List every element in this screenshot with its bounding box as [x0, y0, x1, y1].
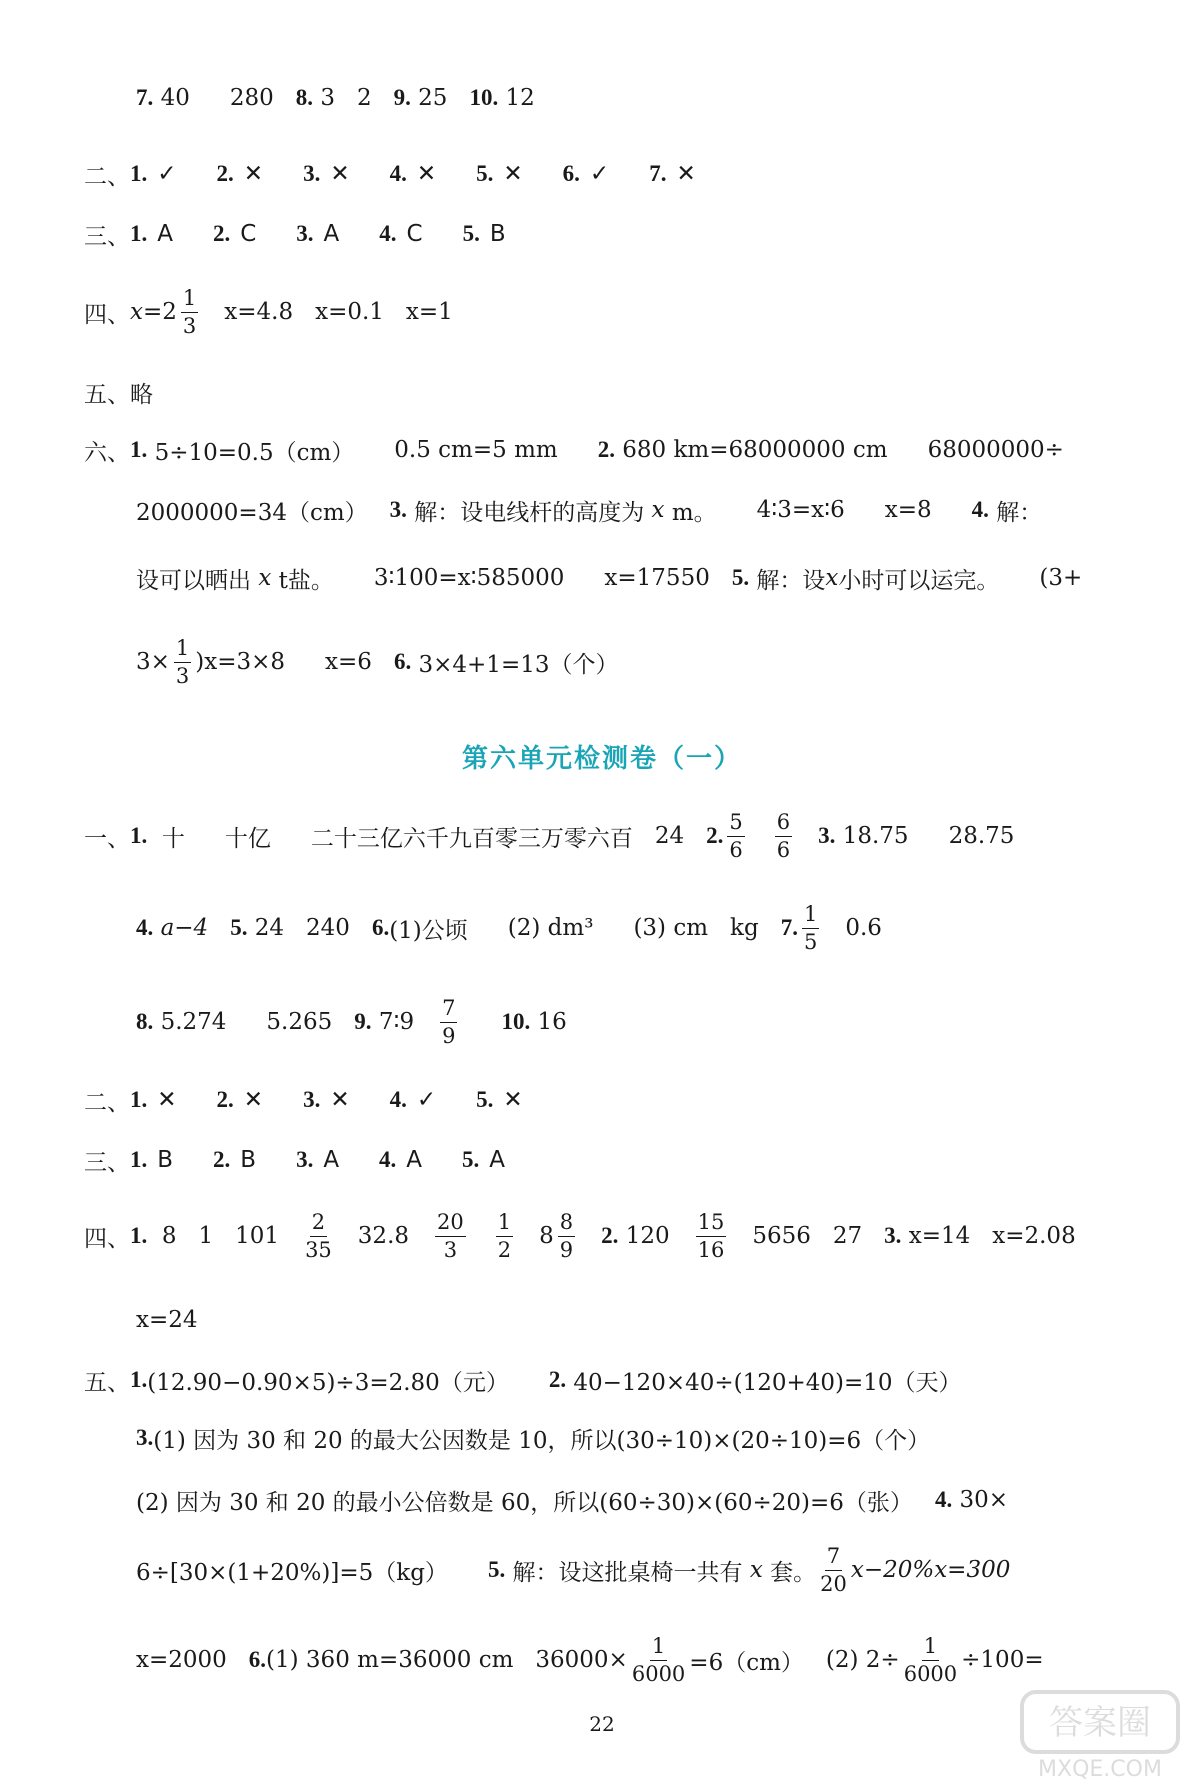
item-number: 9.: [393, 85, 411, 110]
answer-value: C: [240, 221, 257, 247]
answer-value: A: [323, 221, 340, 247]
item-number: 2.: [216, 1087, 234, 1112]
answer-value: 8: [161, 1223, 177, 1249]
item-number: 6.: [371, 915, 390, 940]
fraction: $\frac{2}{35}$: [305, 1209, 332, 1262]
answer-value: 16: [537, 1009, 567, 1035]
answer-line: [0, 1130, 1204, 1190]
answer-value: ✓: [416, 1087, 437, 1113]
item-number: 7.: [649, 161, 667, 186]
answer-line: [0, 1070, 1204, 1130]
item-number: 5.: [476, 1087, 494, 1112]
answer-value: (3) cm: [633, 915, 709, 941]
answer-value: 设可以晒出: [136, 567, 251, 594]
answer-value: 30×: [959, 1487, 1009, 1513]
item-number: 3.: [303, 1087, 321, 1112]
answer-value: 24: [254, 915, 285, 941]
answer-value: B: [157, 1147, 174, 1173]
answer-line: [0, 144, 1204, 204]
item-number: 1.: [130, 1223, 148, 1248]
answer-value: ✕: [503, 161, 523, 187]
answer-value: x=4.8: [224, 299, 294, 325]
fraction: $\frac{1}{2}$: [497, 1209, 512, 1262]
fraction: $\frac{1}{3}$: [175, 635, 190, 688]
fraction: $\frac{20}{3}$: [437, 1209, 464, 1262]
item-number: 2.: [601, 1223, 619, 1248]
answer-value: A: [489, 1147, 506, 1173]
answer-value: x=6: [325, 649, 372, 675]
fraction: $\frac{8}{9}$: [559, 1209, 574, 1262]
variable: x: [130, 299, 143, 325]
item-number: 6.: [248, 1647, 267, 1672]
answer-value: (2) dm³: [507, 915, 594, 941]
answer-value: A: [406, 1147, 423, 1173]
answer-line: [0, 632, 1204, 692]
fraction: $\frac{1}{3}$: [182, 285, 197, 338]
item-number: 3.: [389, 497, 407, 522]
item-number: 2.: [597, 437, 615, 462]
answer-value: 12: [505, 85, 535, 111]
answer-value: ✕: [416, 161, 437, 187]
answer-value: x=1: [405, 299, 453, 325]
answer-value: m。: [671, 499, 717, 526]
item-number: 5.: [731, 565, 750, 590]
item-number: 2.: [706, 823, 724, 848]
item-number: 6.: [393, 649, 412, 674]
item-number: 8.: [136, 1009, 154, 1034]
item-number: 4.: [379, 221, 397, 246]
answer-value: 0.5 cm=5 mm: [394, 437, 558, 463]
item-number: 3.: [136, 1425, 154, 1450]
item-number: 1.: [130, 221, 148, 246]
variable: x: [825, 565, 839, 591]
answer-line: [0, 806, 1204, 866]
item-number: 4.: [934, 1487, 953, 1512]
item-number: 3.: [296, 221, 314, 246]
answer-value: 120: [625, 1223, 670, 1249]
variable: x: [651, 497, 665, 523]
answer-value: ✕: [243, 1087, 264, 1113]
item-number: 2.: [548, 1367, 567, 1392]
answer-value: 5÷10=0.5（cm）: [154, 439, 355, 466]
fraction: $\frac{7}{20}$: [820, 1543, 847, 1596]
answer-value: =2: [142, 299, 177, 325]
item-number: 9.: [354, 1009, 372, 1034]
item-number: 1.: [130, 437, 148, 462]
item-number: 5.: [462, 221, 480, 246]
answer-value: ✕: [330, 1087, 350, 1113]
item-number: 5.: [230, 915, 248, 940]
answer-value: 2000000=34（cm）: [136, 499, 368, 526]
answer-line: [0, 204, 1204, 264]
item-number: 4.: [389, 1087, 407, 1112]
answer-line: [0, 1290, 1204, 1350]
section-lead: 一、: [84, 825, 130, 852]
answer-value: 7∶9: [378, 1009, 415, 1035]
item-number: 2.: [216, 161, 234, 186]
answer-value: 5656: [752, 1223, 811, 1249]
answer-value: 101: [235, 1223, 280, 1249]
answer-line: [0, 992, 1204, 1052]
answer-value: =6（cm）: [689, 1649, 804, 1676]
answer-value: 解：: [996, 499, 1043, 526]
answer-line: [0, 282, 1204, 342]
item-number: 1.: [130, 1147, 148, 1172]
item-number: 4.: [389, 161, 407, 186]
answer-value: 68000000÷: [927, 437, 1064, 463]
answer-value: 解：设: [756, 567, 826, 594]
answer-value: 5.265: [266, 1009, 333, 1035]
answer-value: x=17550: [604, 565, 710, 591]
item-number: 5.: [487, 1557, 506, 1582]
answer-value: 25: [418, 85, 448, 111]
answer-value: )x=3×8: [195, 649, 286, 675]
answer-value: 28.75: [948, 823, 1015, 849]
answer-value: 6÷[30×(1+20%)]=5（kg）: [136, 1559, 448, 1586]
answer-value: a−4: [160, 915, 209, 941]
item-number: 10.: [501, 1009, 531, 1034]
answer-value: 240: [306, 915, 350, 941]
answer-line: [0, 362, 1204, 422]
item-number: 1.: [130, 823, 148, 848]
answer-value: 32.8: [357, 1223, 410, 1249]
variable: x: [258, 565, 272, 591]
answer-value: 4∶3=x∶6: [756, 497, 845, 523]
answer-line: [0, 68, 1204, 128]
item-number: 3.: [296, 1147, 314, 1172]
answer-value: (3+: [1039, 565, 1083, 591]
item-number: 6.: [562, 161, 580, 186]
judgment-list: [130, 1087, 563, 1113]
answer-value: 略: [130, 381, 153, 408]
answer-value: (1) 因为 30 和 20 的最大公因数是 10，所以(30÷10)×(20÷10)=6（个）: [153, 1427, 931, 1454]
answer-value: 5.274: [160, 1009, 227, 1035]
answer-value: kg: [730, 915, 759, 941]
answer-value: 280: [229, 85, 274, 111]
answer-value: 十: [161, 825, 185, 852]
answer-line: [0, 1630, 1204, 1690]
section-lead: 五、: [84, 1369, 130, 1396]
section-lead: 四、: [84, 301, 130, 328]
answer-value: A: [157, 221, 173, 247]
item-number: 1.: [130, 1087, 148, 1112]
answer-value: ✕: [503, 1087, 523, 1113]
svg-text:答案圈: 答案圈: [1049, 1703, 1151, 1743]
section-lead: 六、: [84, 439, 130, 466]
answer-value: 18.75: [842, 823, 909, 849]
fraction: $\frac{7}{9}$: [442, 995, 456, 1048]
answer-value: B: [240, 1147, 257, 1173]
choice-list: [130, 1147, 545, 1173]
fraction: $\frac{15}{16}$: [697, 1209, 725, 1262]
section-lead: 四、: [84, 1225, 130, 1252]
answer-value: x=2000: [136, 1647, 227, 1673]
section-lead: 五、: [84, 381, 130, 408]
answer-value: 解：设电线杆的高度为: [414, 499, 645, 526]
section-title: 第六单元检测卷（一）: [461, 744, 742, 774]
item-number: 2.: [213, 1147, 231, 1172]
fraction: $\frac{1}{5}$: [803, 901, 818, 954]
item-number: 3.: [818, 823, 836, 848]
item-number: 10.: [469, 85, 499, 110]
answer-value: ✕: [676, 161, 696, 187]
page-number: 22: [589, 1712, 615, 1736]
section-lead: 二、: [84, 1089, 130, 1116]
answer-value: A: [323, 1147, 340, 1173]
answer-value: x=14: [908, 1223, 971, 1249]
answer-value: (12.90−0.90×5)÷3=2.80（元）: [147, 1369, 509, 1396]
answer-value: x=8: [884, 497, 932, 523]
answer-value: ✕: [243, 161, 264, 187]
answer-value: (2) 因为 30 和 20 的最小公倍数是 60，所以(60÷30)×(60÷20)=6（张）: [136, 1489, 913, 1516]
answer-line: [0, 1408, 1204, 1468]
item-number: 8.: [295, 85, 313, 110]
judgment-list: [130, 161, 736, 187]
fraction: $\frac{5}{6}$: [729, 809, 743, 862]
svg-text:MXQE.COM: MXQE.COM: [1038, 1757, 1162, 1782]
item-number: 5.: [462, 1147, 480, 1172]
answer-value: 27: [832, 1223, 863, 1249]
item-number: 4.: [379, 1147, 397, 1172]
answer-value: 套。: [770, 1559, 817, 1586]
section-lead: 三、: [84, 1149, 130, 1176]
answer-line: [0, 420, 1204, 480]
answer-value: 680 km=68000000 cm: [622, 437, 888, 463]
answer-value: (1) 360 m=36000 cm: [266, 1647, 514, 1673]
answer-value: 36000×: [535, 1647, 628, 1673]
answer-value: ✕: [157, 1087, 177, 1113]
item-number: 1.: [130, 161, 148, 186]
answer-value: 十亿: [224, 825, 271, 852]
item-number: 4.: [971, 497, 989, 522]
answer-value: 3×: [136, 649, 170, 675]
answer-line: [0, 1350, 1204, 1410]
answer-line: [0, 1206, 1204, 1266]
answer-value: ✓: [157, 161, 177, 187]
answer-value: (2) 2÷: [825, 1647, 900, 1673]
item-number: 3.: [303, 161, 321, 186]
item-number: 2.: [212, 221, 231, 246]
answer-value: 解：设这批桌椅一共有: [512, 1559, 743, 1586]
answer-value: 2: [356, 85, 372, 111]
answer-value: 8: [539, 1223, 554, 1249]
answer-value: 3: [320, 85, 335, 111]
answer-value: x−20%x=300: [850, 1557, 1011, 1583]
answer-value: (1)公顷: [389, 917, 468, 944]
item-number: 5.: [476, 161, 494, 186]
answer-value: t盐。: [278, 567, 334, 594]
answer-value: ✓: [589, 161, 610, 187]
item-number: 7.: [780, 915, 798, 940]
answer-value: 24: [654, 823, 685, 849]
section-lead: 二、: [84, 163, 130, 190]
item-number: 7.: [136, 85, 154, 110]
answer-line: [0, 548, 1204, 608]
answer-value: 40−120×40÷(120+40)=10（天）: [573, 1369, 962, 1396]
answer-value: x=24: [136, 1307, 198, 1333]
answer-value: B: [489, 221, 506, 247]
answer-line: [0, 480, 1204, 540]
fraction: $\frac{6}{6}$: [776, 809, 791, 862]
answer-value: 40: [160, 85, 190, 111]
variable: x: [749, 1557, 763, 1583]
fraction: $\frac{1}{6000}$: [903, 1633, 958, 1686]
item-number: 1.: [130, 1367, 148, 1392]
item-number: 4.: [136, 915, 154, 940]
answer-line: [0, 1470, 1204, 1530]
answer-value: ✕: [330, 161, 350, 187]
answer-value: 3×4+1=13（个）: [418, 651, 619, 678]
section-lead: 三、: [84, 223, 130, 250]
answer-value: x=0.1: [315, 299, 384, 325]
watermark-logo: [1016, 1684, 1186, 1784]
answer-value: 0.6: [845, 915, 882, 941]
answer-value: C: [406, 221, 423, 247]
choice-list: [130, 221, 546, 247]
fraction: $\frac{1}{6000}$: [631, 1633, 686, 1686]
answer-value: x=2.08: [992, 1223, 1076, 1249]
answer-line: [0, 898, 1204, 958]
answer-line: [0, 1540, 1204, 1600]
answer-value: ÷100=: [961, 1647, 1044, 1673]
answer-value: 小时可以运完。: [838, 567, 1000, 594]
answer-value: 二十三亿六千九百零三万零六百: [310, 825, 633, 852]
answer-value: 1: [198, 1223, 214, 1249]
answer-value: 3∶100=x∶585000: [373, 565, 565, 591]
item-number: 3.: [884, 1223, 902, 1248]
